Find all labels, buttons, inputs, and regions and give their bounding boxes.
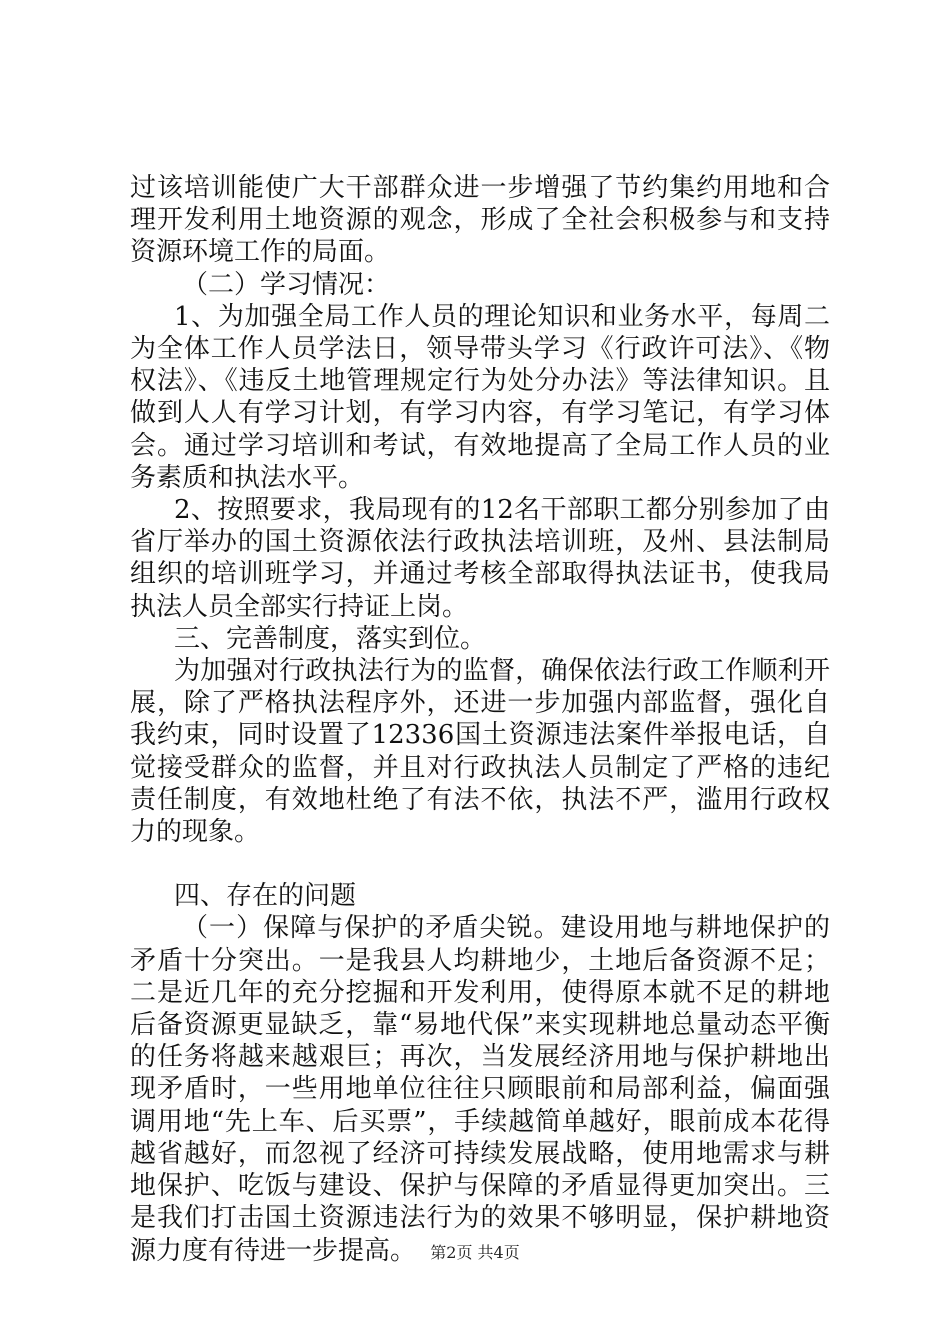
paragraph-study-item-2: 2、按照要求，我局现有的12名干部职工都分别参加了由省厅举办的国土资源依法行政执法培训班，及州、县法制局组织的培训班学习，并通过考核全部取得执法证书，使我局执法人员全部实行持证上岗。	[130, 495, 830, 622]
heading-existing-problems: 四、存在的问题	[174, 881, 357, 912]
paragraph-problem-1: （一）保障与保护的矛盾尖锐。建设用地与耕地保护的矛盾十分突出。一是我县人均耕地少，土地后备资源不足；二是近几年的充分挖掘和开发利用，使得原本就不足的耕地后备资源更显缺乏，靠“易地代保”来实现耕地总量动态平衡的任务将越来越艰巨；再次，当发展经济用地与保护耕地出现矛盾时，一些用地单位往往只顾眼前和局部利益，偏面强调用地“先上车、后买票”，手续越简单越好，眼前成本花得越省越好，而忽视了经济可持续发展战略，使用地需求与耕地保护、吃饭与建设、保护与保障的矛盾显得更加突出。三是我们打击国土资源违法行为的效果不够明显，保护耕地资源力度有待进一步提高。	[130, 913, 830, 1266]
paragraph-spacer	[130, 848, 830, 880]
document-body	[130, 172, 830, 1267]
paragraph-supervision: 为加强对行政执法行为的监督，确保依法行政工作顺利开展，除了严格执法程序外，还进一步加强内部监督，强化自我约束，同时设置了12336国土资源违法案件举报电话，自觉接受群众的监督，并且对行政执法人员制定了严格的违纪责任制度，有效地杜绝了有法不依，执法不严，滥用行政权力的现象。	[130, 656, 830, 848]
paragraph-training-result: 过该培训能使广大干部群众进一步增强了节约集约用地和合理开发利用土地资源的观念，形成了全社会积极参与和支持资源环境工作的局面。	[130, 173, 830, 268]
heading-improve-system: 三、完善制度，落实到位。	[174, 623, 487, 654]
page-number-footer: 第2页 共4页	[430, 1243, 520, 1262]
heading-study-status: （二）学习情况：	[182, 269, 391, 300]
paragraph-study-item-1: 1、为加强全局工作人员的理论知识和业务水平，每周二为全体工作人员学法日，领导带头学习《行政许可法》、《物权法》、《违反土地管理规定行为处分办法》等法律知识。且做到人人有学习计划，有学习内容，有学习笔记，有学习体会。通过学习培训和考试，有效地提高了全局工作人员的业务素质和执法水平。	[130, 301, 830, 493]
